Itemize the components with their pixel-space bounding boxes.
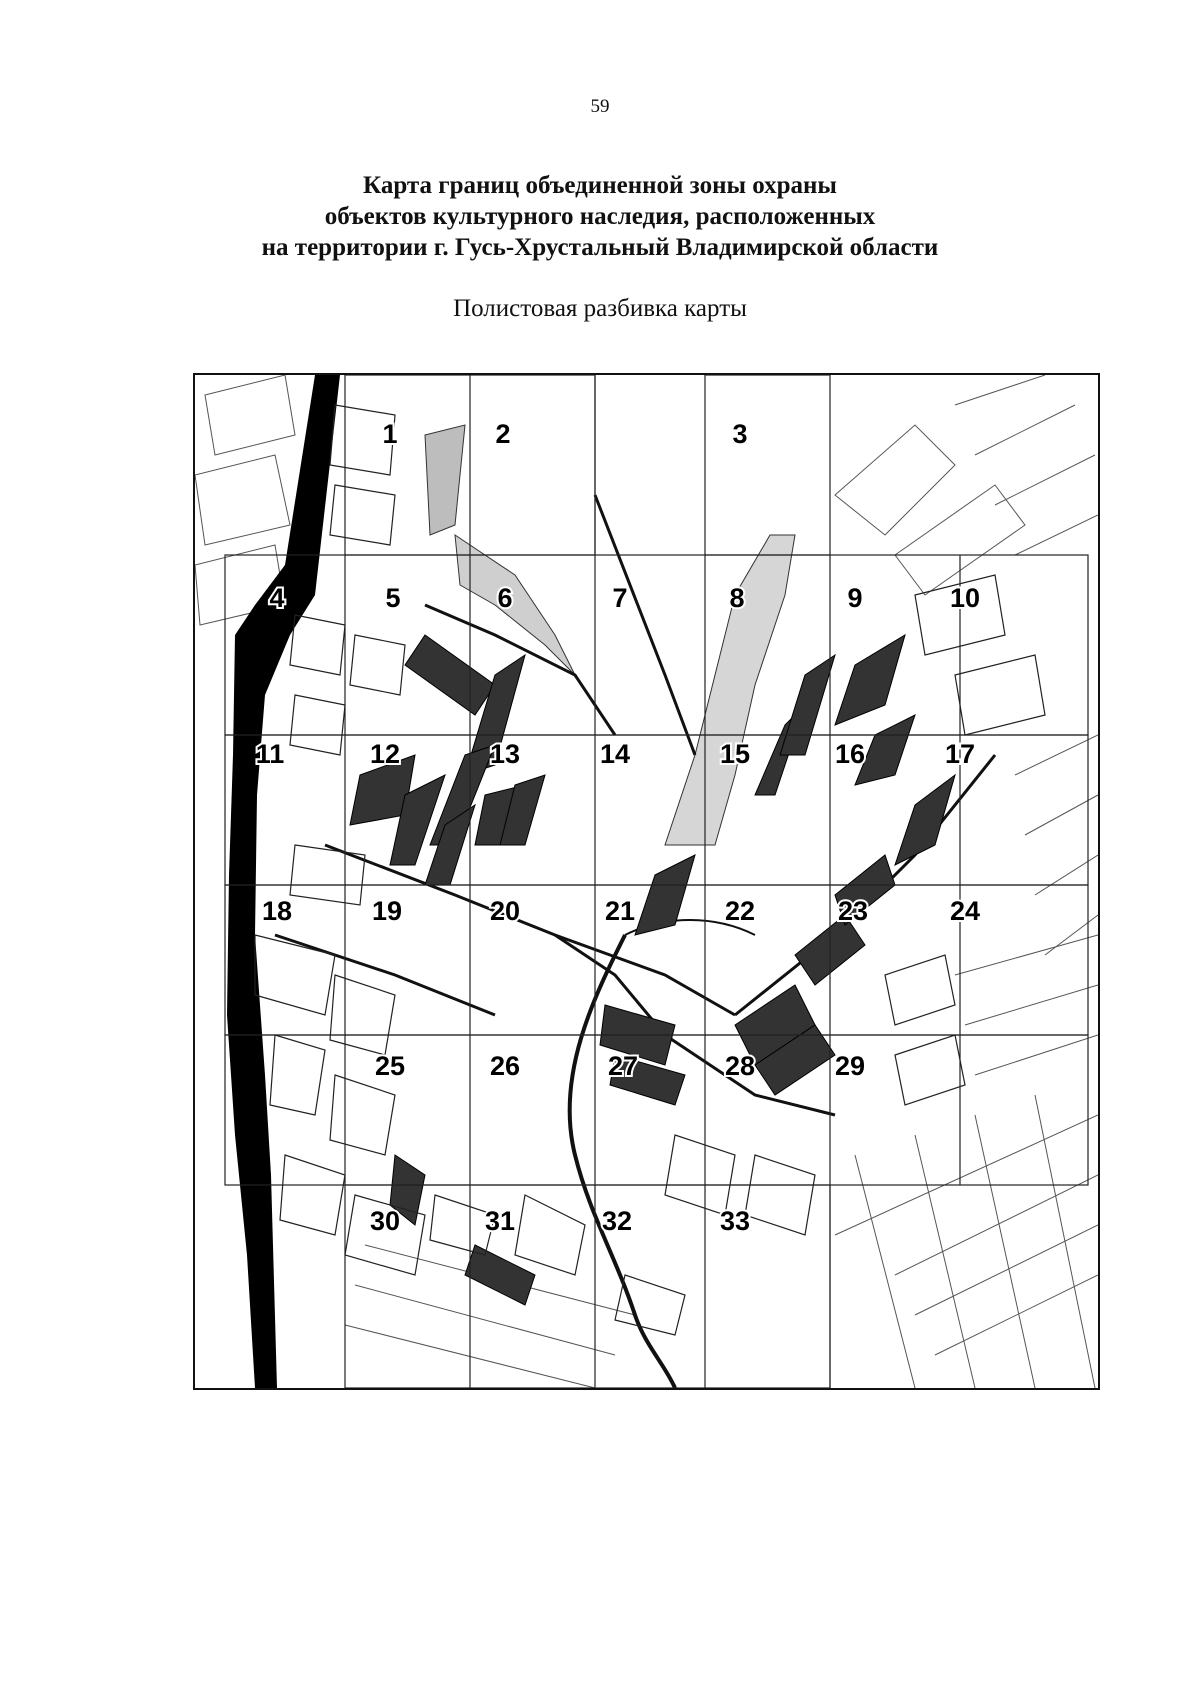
- protected-green-zone: [455, 535, 575, 675]
- sheet-label-9: 9: [847, 583, 863, 613]
- sheet-label-30: 30: [369, 1206, 401, 1236]
- sheet-label-15: 15: [719, 739, 751, 769]
- sheet-label-12: 12: [369, 739, 401, 769]
- lake-shore: [665, 535, 795, 845]
- sheet-label-22: 22: [724, 896, 756, 926]
- sheet-label-11: 11: [255, 739, 285, 769]
- sheet-label-21: 21: [604, 896, 636, 926]
- sheet-label-2: 2: [495, 419, 511, 449]
- sheet-label-16: 16: [834, 739, 866, 769]
- river: [570, 935, 675, 1388]
- map-subtitle: Полистовая разбивка карты: [453, 295, 747, 322]
- sheet-label-27: 27: [607, 1051, 639, 1081]
- page-number: 59: [590, 96, 610, 117]
- sheet-label-4: 4: [269, 583, 285, 613]
- park-area: [425, 425, 465, 535]
- sheet-frame-3: [705, 375, 830, 555]
- sheet-label-1: 1: [382, 419, 398, 449]
- sheet-label-13: 13: [489, 739, 521, 769]
- sheet-label-23: 23: [837, 896, 869, 926]
- sheet-label-18: 18: [261, 896, 293, 926]
- map-title: [0, 170, 1200, 263]
- title-line: на территории г. Гусь-Хрустальный Владимирской области: [261, 234, 939, 261]
- map-canvas: [195, 375, 1098, 1388]
- sheet-label-8: 8: [729, 583, 745, 613]
- building-fabric: [255, 405, 1045, 1335]
- sheet-label-26: 26: [489, 1051, 521, 1081]
- sheet-label-3: 3: [732, 419, 748, 449]
- sheet-label-5: 5: [385, 583, 401, 613]
- sheet-label-24: 24: [949, 896, 981, 926]
- sheet-frame-row-6: [345, 1185, 830, 1388]
- sheet-label-20: 20: [489, 896, 521, 926]
- sheet-labels: [256, 419, 980, 1236]
- sheet-label-32: 32: [601, 1206, 633, 1236]
- sheet-label-31: 31: [484, 1206, 516, 1236]
- sheet-label-14: 14: [599, 739, 631, 769]
- sheet-label-25: 25: [374, 1051, 406, 1081]
- sheet-label-29: 29: [834, 1051, 866, 1081]
- sheet-label-10: 10: [949, 583, 981, 613]
- sheet-label-28: 28: [724, 1051, 756, 1081]
- sheet-label-7: 7: [612, 583, 628, 613]
- sheet-label-19: 19: [371, 896, 403, 926]
- title-line: объектов культурного наследия, расположенных: [324, 203, 876, 230]
- sheet-label-17: 17: [944, 739, 976, 769]
- sheet-label-6: 6: [497, 583, 513, 613]
- title-line: Карта границ объединенной зоны охраны: [363, 172, 837, 199]
- city-map: [193, 373, 1100, 1390]
- sheet-label-33: 33: [719, 1206, 751, 1236]
